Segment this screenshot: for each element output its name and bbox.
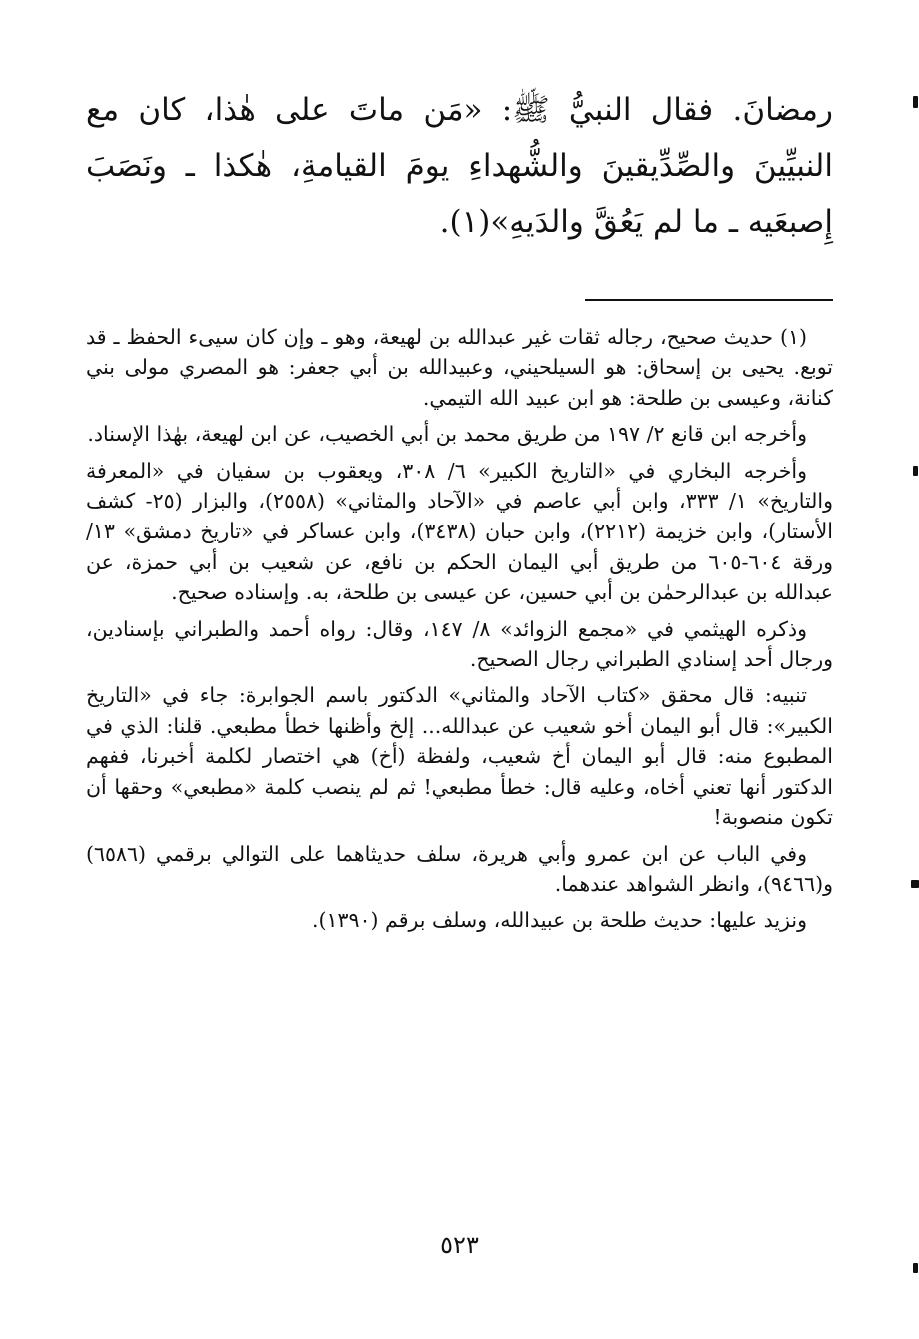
page-number: ٥٢٣ [440,1231,479,1259]
footnote-paragraph: ونزيد عليها: حديث طلحة بن عبيدالله، وسلف برقم (١٣٩٠). [311,908,807,933]
scan-edge-mark [911,880,919,888]
footnote-paragraph: وذكره الهيثمي في «مجمع الزوائد» ٨/ ١٤٧، وقال: رواه أحمد والطبراني بإسنادين، ورجال أحد إسنادي الطبراني رجال الصحيح. [86,616,833,672]
footnote-paragraph: وفي الباب عن ابن عمرو وأبي هريرة، سلف حديثاهما على التوالي برقمي (٦٥٨٦) و(٩٤٦٦)، وانظر الشواهد عندهما. [86,841,833,896]
footnote-paragraph: وأخرجه ابن قانع ٢/ ١٩٧ من طريق محمد بن أبي الخصيب، عن ابن لهيعة، بهٰذا الإسناد. [87,422,807,447]
main-hadith-text: رمضانَ. فقال النبيُّ ﷺ: «مَن ماتَ على هٰذا، كان مع النبيِّينَ والصِّدِّيقينَ والشُّهداءِ يومَ القيامةِ، هٰكذا ـ ونَصَبَ إِصبعَيه ـ ما لم يَعُقَّ والدَيهِ»(١). [86,92,833,240]
footnote-1: (١) حديث صحيح، رجاله ثقات غير عبدالله بن لهيعة، وهو ـ وإن كان سيىء الحفظ ـ قد توبع. يحيى بن إسحاق: هو السيلحيني، وعبيدالله بن أبي جعفر: هو المصري مولى بني كنانة، وعيسى بن طلحة: هو ابن عبيد الله التيمي. [86,325,833,410]
scan-edge-mark [913,1263,918,1273]
footnotes-section [86,322,833,942]
footnote-separator [585,299,833,301]
footnote-paragraph: وأخرجه البخاري في «التاريخ الكبير» ٦/ ٣٠٨، ويعقوب بن سفيان في «المعرفة والتاريخ» ١/ ٣٣٣، وابن أبي عاصم في «الآحاد والمثاني» (٢٥٥٨)، والبزار (٢٥- كشف الأستار)، وابن خزيمة (٢٢١٢)، وابن حبان (٣٤٣٨)، وابن عساكر في «تاريخ دمشق» ١٣/ ورقة ٦٠٤-٦٠٥ من طريق أبي اليمان الحكم بن نافع، عن شعيب بن أبي حمزة، عن عبدالله بن عبدالرحمٰن بن أبي حسين، عن عيسى بن طلحة، به. وإسناده صحيح. [86,458,833,605]
scan-edge-mark [913,96,918,108]
footnote-paragraph: تنبيه: قال محقق «كتاب الآحاد والمثاني» الدكتور باسم الجوابرة: جاء في «التاريخ الكبير»: قال أبو اليمان أخو شعيب عن عبدالله... إلخ وأظنها خطأ مطبعي. قلنا: الذي في المطبوع منه: قال أبو اليمان أخ شعيب، ولفظة (أخ) هي اختصار لكلمة أخبرنا، ففهم الدكتور أنها تعني أخاه، وعليه قال: خطأ مطبعي! ثم لم ينصب كلمة «مطبعي» وحقها أن تكون منصوبة! [86,683,833,830]
scan-edge-mark [913,466,918,476]
